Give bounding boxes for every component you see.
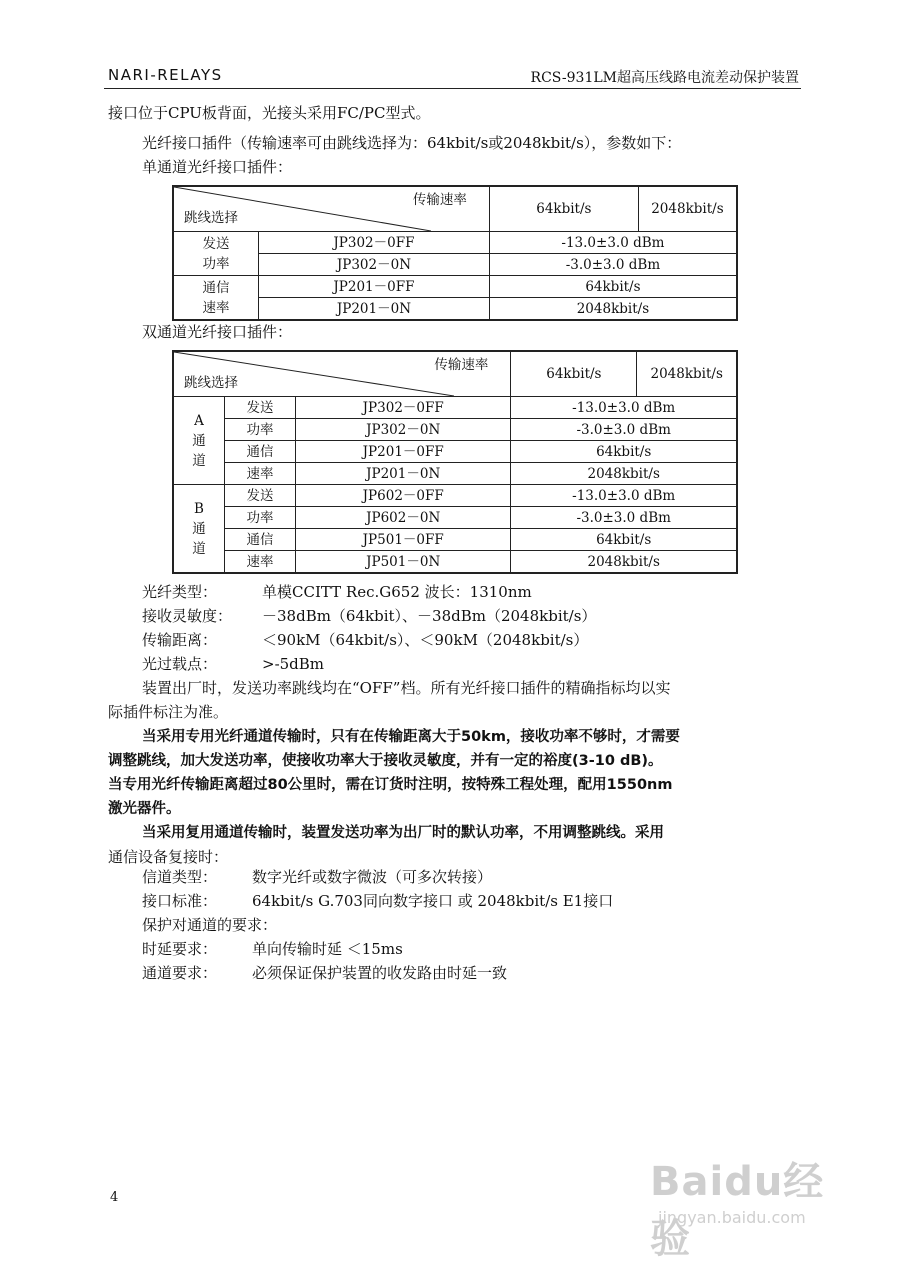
table1-corner-top: 传输速率	[412, 192, 467, 208]
table2-value: -13.0±3.0 dBm	[511, 485, 737, 507]
para3-line-1: 当采用复用通道传输时，装置发送功率为出厂时的默认功率，不用调整跳线。采用	[142, 825, 664, 841]
table2-value: 2048kbit/s	[511, 551, 737, 574]
table1-value: 64kbit/s	[489, 276, 737, 298]
channel-path-value: 必须保证保护装置的收发路由时延一致	[252, 964, 508, 982]
spec-fiber-label: 光纤类型：	[142, 583, 218, 601]
intro-line-1: 接口位于CPU板背面，光接头采用FC/PC型式。	[108, 104, 431, 122]
table2-value: -13.0±3.0 dBm	[511, 397, 737, 419]
table2-jp: JP602－0FF	[296, 485, 511, 507]
table2-group: 发送	[225, 485, 296, 507]
header-brand: NARI-RELAYS	[108, 66, 223, 84]
spec-overload-value: >-5dBm	[262, 655, 325, 673]
para3-line-2: 通信设备复接时：	[108, 848, 229, 866]
table2-group: 功率	[225, 507, 296, 529]
page-number: 4	[110, 1190, 119, 1205]
table2-corner-bottom: 跳线选择	[184, 375, 238, 391]
channel-req-title: 保护对通道的要求：	[142, 916, 278, 934]
table2-col-2048k: 2048kbit/s	[637, 351, 737, 397]
table1-value: 2048kbit/s	[489, 298, 737, 321]
watermark-brand: Baidu经验	[650, 1159, 825, 1262]
table1-corner-bottom: 跳线选择	[184, 210, 238, 226]
table1-group-comm-rate: 通信 速率	[173, 276, 259, 321]
table2-value: -3.0±3.0 dBm	[511, 507, 737, 529]
dual-channel-table	[172, 350, 738, 574]
table1-jp: JP302－0N	[259, 254, 490, 276]
para2-line-1: 当采用专用光纤通道传输时，只有在传输距离大于50km，接收功率不够时，才需要	[142, 729, 680, 745]
table1-jp: JP201－0FF	[259, 276, 490, 298]
table2-jp: JP501－0N	[296, 551, 511, 574]
table2-jp: JP201－0N	[296, 463, 511, 485]
table2-group: 发送	[225, 397, 296, 419]
channel-type-label: 信道类型：	[142, 868, 218, 886]
channel-std-label: 接口标准：	[142, 892, 218, 910]
table2-group: 通信	[225, 529, 296, 551]
single-channel-table	[172, 185, 738, 321]
channel-std-value: 64kbit/s G.703同向数字接口 或 2048kbit/s E1接口	[252, 892, 614, 910]
table2-group: 功率	[225, 419, 296, 441]
spec-distance-label: 传输距离：	[142, 631, 218, 649]
watermark	[650, 1150, 850, 1262]
table2-corner-cell	[173, 351, 511, 397]
watermark-url: jingyan.baidu.com	[658, 1208, 806, 1227]
spec-sensitivity-value: －38dBm（64kbit）、－38dBm（2048kbit/s）	[262, 607, 597, 625]
para2-line-3: 当专用光纤传输距离超过80公里时，需在订货时注明，按特殊工程处理，配用1550nm	[108, 777, 673, 793]
para2-line-2: 调整跳线，加大发送功率，使接收功率大于接收灵敏度，并有一定的裕度(3-10 dB)。	[108, 753, 663, 769]
table2-value: 2048kbit/s	[511, 463, 737, 485]
table1-group-send-power: 发送 功率	[173, 232, 259, 276]
table2-channel-a: A 通 道	[173, 397, 225, 485]
table2-channel-b: B 通 道	[173, 485, 225, 574]
para1-line-1: 装置出厂时，发送功率跳线均在“OFF”档。所有光纤接口插件的精确指标均以实	[142, 679, 671, 697]
table2-col-64k: 64kbit/s	[511, 351, 637, 397]
intro-line-3: 单通道光纤接口插件：	[142, 158, 293, 176]
table2-jp: JP501－0FF	[296, 529, 511, 551]
table2-value: 64kbit/s	[511, 529, 737, 551]
channel-type-value: 数字光纤或数字微波（可多次转接）	[252, 868, 493, 886]
channel-delay-label: 时延要求：	[142, 940, 218, 958]
table1-col-64k: 64kbit/s	[489, 186, 638, 232]
table1-corner-cell	[173, 186, 489, 232]
table2-group: 速率	[225, 551, 296, 574]
table1-col-2048k: 2048kbit/s	[638, 186, 737, 232]
channel-path-label: 通道要求：	[142, 964, 218, 982]
dual-channel-label: 双通道光纤接口插件：	[142, 323, 293, 341]
intro-line-2: 光纤接口插件（传输速率可由跳线选择为：64kbit/s或2048kbit/s），参数如下：	[142, 134, 682, 152]
spec-fiber-value: 单模CCITT Rec.G652 波长：1310nm	[262, 583, 532, 601]
table2-jp: JP602－0N	[296, 507, 511, 529]
table2-group: 速率	[225, 463, 296, 485]
spec-overload-label: 光过载点：	[142, 655, 218, 673]
table2-group: 通信	[225, 441, 296, 463]
table1-jp: JP302－0FF	[259, 232, 490, 254]
para1-line-2: 际插件标注为准。	[108, 703, 229, 721]
table2-jp: JP302－0FF	[296, 397, 511, 419]
table1-value: -3.0±3.0 dBm	[489, 254, 737, 276]
spec-sensitivity-label: 接收灵敏度：	[142, 607, 233, 625]
table2-corner-top: 传输速率	[434, 357, 489, 373]
table2-jp: JP201－0FF	[296, 441, 511, 463]
channel-delay-value: 单向传输时延 ＜15ms	[252, 940, 403, 958]
table2-jp: JP302－0N	[296, 419, 511, 441]
spec-distance-value: ＜90kM（64kbit/s）、＜90kM（2048kbit/s）	[262, 631, 589, 649]
table1-value: -13.0±3.0 dBm	[489, 232, 737, 254]
table2-value: -3.0±3.0 dBm	[511, 419, 737, 441]
para2-line-4: 激光器件。	[108, 801, 181, 817]
header-rule	[104, 88, 801, 89]
header-title: RCS-931LM超高压线路电流差动保护装置	[530, 70, 799, 86]
table2-value: 64kbit/s	[511, 441, 737, 463]
table1-jp: JP201－0N	[259, 298, 490, 321]
